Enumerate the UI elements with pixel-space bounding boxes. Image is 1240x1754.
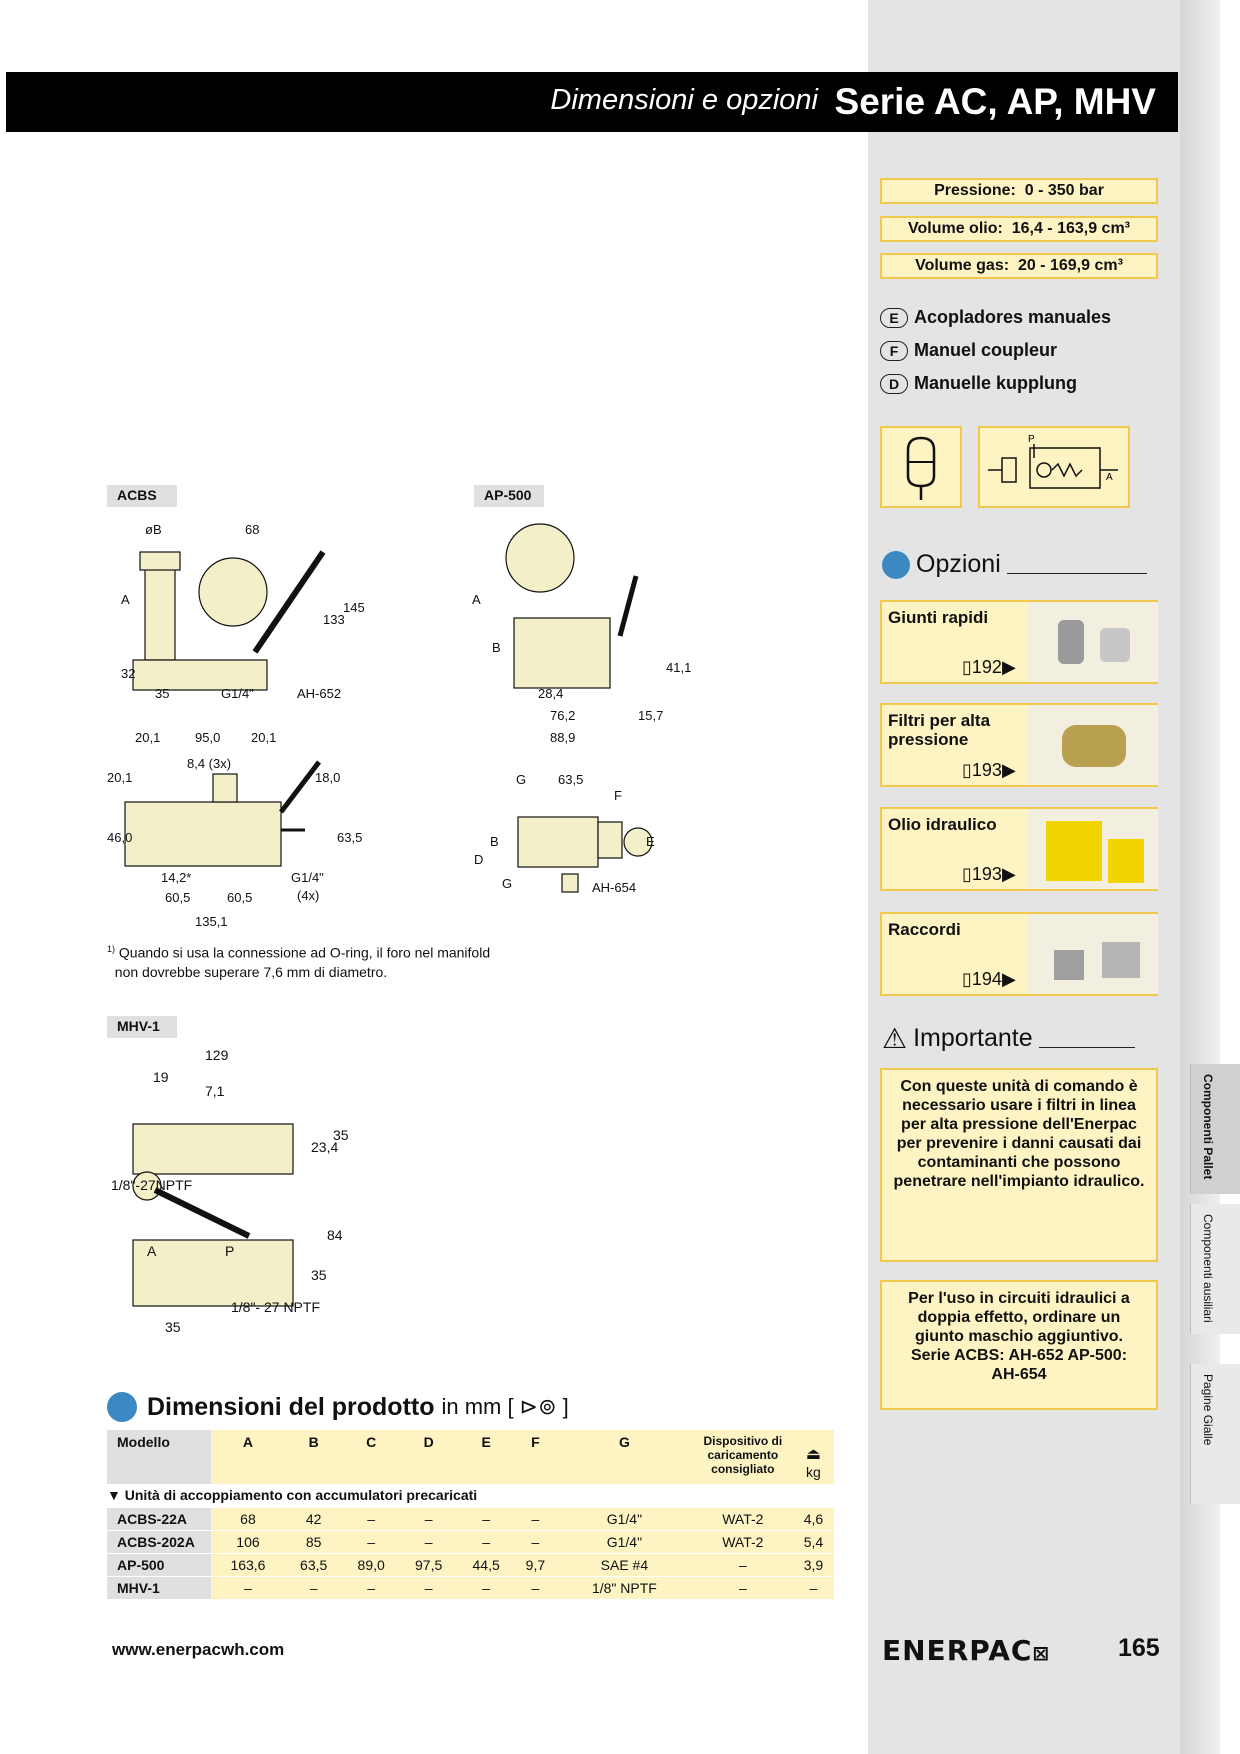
- dim-label: 76,2: [550, 708, 576, 723]
- cell: –: [400, 1576, 457, 1599]
- cell: –: [400, 1507, 457, 1530]
- spec-value: 0 - 350 bar: [1024, 182, 1104, 199]
- dim-label: 8,4 (3x): [187, 756, 232, 771]
- options-heading: [882, 550, 1147, 579]
- product-dimensions-unit: in mm [ ⊳⊚ ]: [441, 1394, 569, 1419]
- dim-label: 14,2*: [161, 870, 192, 885]
- cell: 1/8" NPTF: [556, 1576, 693, 1599]
- cell-model: AP-500: [107, 1553, 211, 1576]
- drawing-tag-ap500: AP-500: [474, 485, 544, 507]
- port-a-label: A: [1106, 472, 1113, 483]
- group-label: ▼ Unità di accoppiamento con accumulatori precaricati: [107, 1484, 834, 1507]
- dim-label: G: [502, 876, 513, 891]
- col-header: B: [285, 1430, 342, 1484]
- drawing-tag-mhv1: MHV-1: [107, 1016, 177, 1038]
- dim-label: B: [492, 640, 501, 655]
- cell: –: [342, 1530, 399, 1553]
- option-name: Olio idraulico: [888, 815, 997, 834]
- important-heading: [882, 1022, 1135, 1055]
- cell: G1/4": [556, 1507, 693, 1530]
- dim-label: A: [472, 592, 481, 607]
- option-photo: [1028, 705, 1158, 785]
- spec-value: 20 - 169,9 cm³: [1017, 257, 1123, 274]
- dim-label: 23,4: [311, 1139, 339, 1155]
- cell-model: ACBS-202A: [107, 1530, 211, 1553]
- dim-label: D: [474, 852, 484, 867]
- option-card[interactable]: [880, 600, 1158, 684]
- footnote-line: Quando si usa la connessione ad O-ring, il foro nel manifold: [118, 944, 491, 961]
- cell-model: MHV-1: [107, 1576, 211, 1599]
- language-code: F: [880, 341, 908, 361]
- dim-label: E: [646, 834, 655, 849]
- dim-label: G1/4": [221, 686, 254, 701]
- option-page-ref[interactable]: ▯193▶: [962, 760, 1016, 780]
- dim-label: 15,7: [638, 708, 664, 723]
- dim-label: 84: [327, 1227, 343, 1243]
- language-item: [880, 307, 1111, 328]
- option-photo: [1028, 809, 1158, 889]
- dim-label: AH-654: [592, 880, 637, 895]
- header-title: Serie AC, AP, MHV: [834, 81, 1156, 122]
- option-photo: [1028, 914, 1158, 994]
- dim-label: 41,1: [666, 660, 692, 675]
- language-item: [880, 340, 1057, 361]
- option-page-ref[interactable]: ▯193▶: [962, 864, 1016, 884]
- drawing-tag-acbs: ACBS: [107, 485, 177, 507]
- cell: 4,6: [793, 1507, 834, 1530]
- dim-label: 35: [333, 1127, 349, 1143]
- col-header: F: [515, 1430, 556, 1484]
- tab-label: Componenti Pallet: [1201, 1074, 1215, 1180]
- language-text: Manuelle kupplung: [914, 373, 1078, 393]
- cell: SAE #4: [556, 1553, 693, 1576]
- dim-label: 28,4: [538, 686, 564, 701]
- dim-label: 63,5: [558, 772, 584, 787]
- product-dimensions-heading: [107, 1392, 569, 1422]
- ap500-technical-drawing: [470, 512, 692, 912]
- dim-label: 18,0: [315, 770, 341, 785]
- table-group-row: [107, 1484, 834, 1507]
- dim-label: F: [614, 788, 622, 803]
- cell: 9,7: [515, 1553, 556, 1576]
- tab-label: Pagine Gialle: [1201, 1374, 1215, 1446]
- cell: –: [515, 1530, 556, 1553]
- dim-label: 35: [155, 686, 170, 701]
- language-item: [880, 373, 1077, 394]
- important-note: Con queste unità di comando è necessario usare i filtri in linea per alta pressione dell'Enerpac per prevenire i danni causati dai contaminanti che possono penetrare nell'impianto idraulico.: [880, 1068, 1158, 1262]
- col-header-label: kg: [806, 1464, 821, 1480]
- table-header-row: [107, 1430, 834, 1484]
- dim-label: 95,0: [195, 730, 221, 745]
- col-header: A: [211, 1430, 285, 1484]
- dim-label: 88,9: [550, 730, 576, 745]
- spec-label: Pressione:: [934, 182, 1016, 199]
- accumulator-icon: [882, 428, 960, 506]
- dim-label: B: [490, 834, 499, 849]
- option-page-ref[interactable]: ▯194▶: [962, 969, 1016, 989]
- warning-icon: ⚠: [882, 1023, 908, 1054]
- spec-oil-volume: [880, 216, 1158, 242]
- dim-label: 35: [311, 1267, 327, 1283]
- table-row: [107, 1576, 834, 1599]
- cell: –: [285, 1576, 342, 1599]
- spec-pressure: [880, 178, 1158, 204]
- dim-label: 68: [245, 522, 260, 537]
- language-text: Manuel coupleur: [914, 340, 1058, 360]
- tab-componenti-pallet[interactable]: [1190, 1064, 1240, 1194]
- col-header: C: [342, 1430, 399, 1484]
- fittings-image: [1028, 914, 1158, 994]
- option-name: Filtri per alta pressione: [888, 711, 991, 749]
- cell: 44,5: [457, 1553, 514, 1576]
- col-header: [793, 1430, 834, 1484]
- cell: 85: [285, 1530, 342, 1553]
- mhv1-technical-drawing: [105, 1040, 365, 1340]
- table-row: [107, 1530, 834, 1553]
- dim-label: 20,1: [135, 730, 161, 745]
- cell: –: [211, 1576, 285, 1599]
- col-header: D: [400, 1430, 457, 1484]
- dim-label: 1/8"- 27 NPTF: [231, 1299, 320, 1315]
- website-link[interactable]: www.enerpacwh.com: [112, 1640, 285, 1659]
- footnote: [107, 940, 490, 982]
- language-code: D: [880, 374, 908, 394]
- cell: 5,4: [793, 1530, 834, 1553]
- option-card[interactable]: [880, 912, 1158, 996]
- header-bar: [6, 72, 1178, 132]
- dim-label: A: [147, 1243, 157, 1259]
- tab-pagine-gialle[interactable]: [1190, 1364, 1240, 1504]
- brand-name: ENERPAC: [882, 1634, 1033, 1667]
- dim-label: 20,1: [107, 770, 133, 785]
- brand-mark-icon: ⊠: [1032, 1641, 1051, 1665]
- double-acting-note: Per l'uso in circuiti idraulici a doppia effetto, ordinare un giunto maschio aggiuntivo. Serie ACBS: AH-652 AP-500: AH-654: [880, 1280, 1158, 1410]
- cell: –: [342, 1576, 399, 1599]
- cell: 89,0: [342, 1553, 399, 1576]
- cell: –: [515, 1507, 556, 1530]
- table-row: [107, 1553, 834, 1576]
- tab-componenti-ausiliari[interactable]: [1190, 1204, 1240, 1334]
- spec-value: 16,4 - 163,9 cm³: [1011, 220, 1130, 237]
- cell: WAT-2: [693, 1530, 793, 1553]
- option-ref-number: 193: [971, 864, 1002, 884]
- dim-label: AH-652: [297, 686, 342, 701]
- spec-label: Volume gas:: [915, 257, 1010, 274]
- dim-label: 129: [205, 1047, 229, 1063]
- cell-model: ACBS-22A: [107, 1507, 211, 1530]
- acbs-technical-drawing: [105, 512, 375, 942]
- important-heading-text: Importante: [913, 1024, 1033, 1052]
- cell: 106: [211, 1530, 285, 1553]
- cell: 42: [285, 1507, 342, 1530]
- port-p-label: P: [1028, 434, 1035, 445]
- footnote-mark: 1): [107, 944, 116, 954]
- spec-label: Volume olio:: [908, 220, 1003, 237]
- cell: WAT-2: [693, 1507, 793, 1530]
- option-card[interactable]: [880, 807, 1158, 891]
- col-header: E: [457, 1430, 514, 1484]
- filter-image: [1028, 705, 1158, 785]
- col-header: G: [556, 1430, 693, 1484]
- spec-gas-volume: [880, 253, 1158, 279]
- tab-label: Componenti ausiliari: [1201, 1214, 1215, 1323]
- dim-label: 60,5: [165, 890, 191, 905]
- header-subtitle: Dimensioni e opzioni: [550, 84, 818, 116]
- dim-label: 20,1: [251, 730, 277, 745]
- cell: 63,5: [285, 1553, 342, 1576]
- dim-label: 133: [323, 612, 345, 627]
- language-text: Acopladores manuales: [914, 307, 1112, 327]
- weight-icon: ⏏: [805, 1446, 821, 1463]
- pressure-valve-icon: [980, 428, 1128, 506]
- brand-logo: [882, 1634, 1050, 1667]
- footnote-line: non dovrebbe superare 7,6 mm di diametro.: [114, 963, 388, 980]
- dimensions-table: [107, 1430, 834, 1600]
- option-card[interactable]: [880, 703, 1158, 787]
- cell: –: [793, 1576, 834, 1599]
- cell: –: [693, 1553, 793, 1576]
- dim-label: øB: [145, 522, 162, 537]
- dim-label: G1/4": [291, 870, 324, 885]
- language-code: E: [880, 308, 908, 328]
- product-dimensions-title: Dimensioni del prodotto: [147, 1392, 435, 1421]
- dim-label: G: [516, 772, 527, 787]
- page-number: 165: [1118, 1634, 1160, 1662]
- option-ref-number: 193: [971, 760, 1002, 780]
- heading-rule: [1039, 1030, 1135, 1048]
- dim-label: 7,1: [205, 1083, 225, 1099]
- dim-label: 1/8"-27NPTF: [111, 1177, 193, 1193]
- cell: 97,5: [400, 1553, 457, 1576]
- col-header: Modello: [107, 1430, 211, 1484]
- option-ref-number: 194: [971, 969, 1002, 989]
- dim-label: A: [121, 592, 130, 607]
- quick-coupler-image: [1028, 602, 1158, 682]
- cell: –: [457, 1576, 514, 1599]
- dimensions-icon: [107, 1392, 137, 1422]
- cell: –: [342, 1507, 399, 1530]
- option-photo: [1028, 602, 1158, 682]
- dim-label: 60,5: [227, 890, 253, 905]
- dim-label: 19: [153, 1069, 169, 1085]
- dim-label: (4x): [297, 888, 320, 903]
- options-icon: [882, 551, 910, 579]
- cell: –: [457, 1507, 514, 1530]
- cell: –: [515, 1576, 556, 1599]
- dim-label: 145: [343, 600, 365, 615]
- valve-symbol: [978, 426, 1130, 508]
- option-name: Giunti rapidi: [888, 608, 989, 627]
- dim-label: 35: [165, 1319, 181, 1335]
- dim-label: P: [225, 1243, 235, 1259]
- table-row: [107, 1507, 834, 1530]
- dim-label: 46,0: [107, 830, 133, 845]
- option-ref-number: 192: [971, 657, 1002, 677]
- option-page-ref[interactable]: ▯192▶: [962, 657, 1016, 677]
- col-header: Dispositivo di caricamento consigliato: [693, 1430, 793, 1484]
- cell: –: [693, 1576, 793, 1599]
- options-heading-text: Opzioni: [916, 550, 1001, 578]
- accumulator-symbol: [880, 426, 962, 508]
- cell: –: [400, 1530, 457, 1553]
- cell: 163,6: [211, 1553, 285, 1576]
- cell: 68: [211, 1507, 285, 1530]
- option-name: Raccordi: [888, 920, 961, 939]
- heading-rule: [1007, 556, 1147, 574]
- cell: G1/4": [556, 1530, 693, 1553]
- dim-label: 135,1: [195, 914, 228, 929]
- oil-containers-image: [1028, 809, 1158, 889]
- dim-label: 32: [121, 666, 136, 681]
- dim-label: 63,5: [337, 830, 363, 845]
- cell: 3,9: [793, 1553, 834, 1576]
- cell: –: [457, 1530, 514, 1553]
